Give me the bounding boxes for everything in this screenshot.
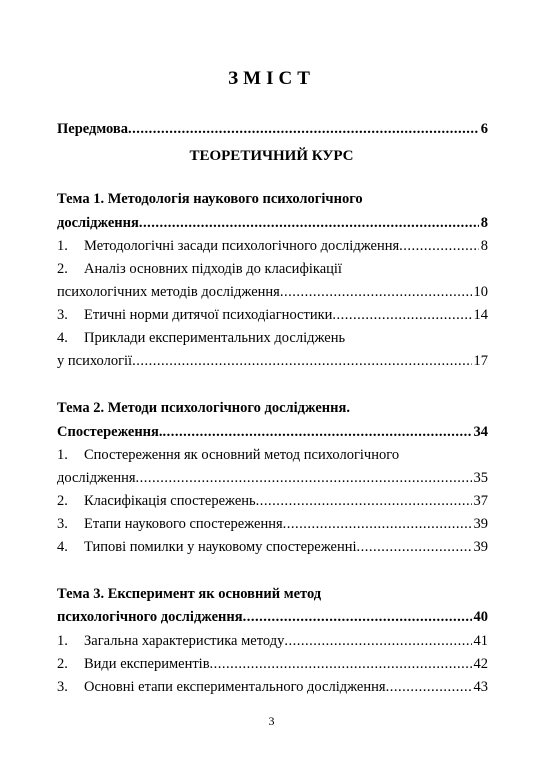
toc-entry-topic2-item4[interactable] bbox=[57, 537, 488, 557]
toc-entry-label: Приклади експериментальних досліджень bbox=[84, 330, 346, 346]
toc-entry-topic2-item3[interactable] bbox=[57, 514, 488, 534]
toc-entry-topic1-item4-cont[interactable] bbox=[57, 351, 488, 371]
toc-entry-label: психологічних методів дослідження bbox=[57, 284, 280, 300]
toc-entry-topic1-item4[interactable] bbox=[57, 328, 488, 348]
toc-entry-label: Передмова bbox=[57, 121, 129, 137]
item-number: 3. bbox=[57, 679, 68, 695]
leader-dots bbox=[357, 537, 472, 557]
toc-page-number: 39 bbox=[473, 539, 488, 555]
toc-entry-label: Спостереження. bbox=[57, 424, 163, 440]
toc-entry-label: у психології bbox=[57, 353, 133, 369]
page-number: 3 bbox=[268, 714, 275, 728]
toc-entry-label: Етичні норми дитячої психодіагностики bbox=[84, 307, 333, 323]
toc-entry-topic2-item2[interactable] bbox=[57, 491, 488, 511]
leader-dots bbox=[256, 491, 472, 511]
leader-dots bbox=[399, 236, 479, 256]
toc-entry-label: Основні етапи експериментального дослідження bbox=[84, 679, 386, 695]
toc-entry-topic1[interactable] bbox=[57, 213, 488, 233]
toc-entry-topic1-item1[interactable] bbox=[57, 236, 488, 256]
item-number: 3. bbox=[57, 307, 68, 323]
leader-dots bbox=[128, 119, 479, 139]
toc-entry-label: психологічного дослідження bbox=[57, 609, 243, 625]
toc-entry-label: Етапи наукового спостереження bbox=[84, 516, 283, 532]
leader-dots bbox=[132, 351, 471, 371]
toc-entry-label: дослідження bbox=[57, 470, 136, 486]
toc-page-number: 39 bbox=[473, 516, 488, 532]
toc-page-number: 6 bbox=[480, 121, 488, 137]
section-heading: ТЕОРЕТИЧНИЙ КУРС bbox=[189, 148, 354, 164]
toc-entry-label: Класифікація спостережень bbox=[84, 493, 256, 509]
toc-entry-topic2[interactable] bbox=[57, 422, 488, 442]
item-number: 3. bbox=[57, 516, 68, 532]
leader-dots bbox=[280, 282, 472, 302]
toc-page-number: 10 bbox=[473, 284, 488, 300]
toc-entry-topic3-item2[interactable] bbox=[57, 654, 488, 674]
leader-dots bbox=[332, 305, 471, 325]
toc-entry-topic2-item1-cont[interactable] bbox=[57, 468, 488, 488]
toc-page-number: 41 bbox=[473, 633, 488, 649]
toc-entry-label: Спостереження як основний метод психологічного bbox=[84, 447, 400, 463]
toc-entry-label: Види експериментів bbox=[84, 656, 210, 672]
toc-page-number: 17 bbox=[473, 353, 488, 369]
topic-heading: Тема 3. Експеримент як основний метод bbox=[57, 586, 322, 602]
toc-entry-label: Аналіз основних підходів до класифікації bbox=[84, 261, 342, 277]
leader-dots bbox=[163, 422, 472, 442]
leader-dots bbox=[283, 514, 472, 534]
toc-page-number: 14 bbox=[473, 307, 488, 323]
toc-page-number: 35 bbox=[473, 470, 488, 486]
item-number: 2. bbox=[57, 261, 68, 277]
toc-page-number: 34 bbox=[473, 424, 488, 440]
toc-entry-preface[interactable] bbox=[57, 119, 488, 139]
toc-entry-topic1-item3[interactable] bbox=[57, 305, 488, 325]
leader-dots bbox=[386, 677, 472, 697]
toc-page-number: 37 bbox=[473, 493, 488, 509]
item-number: 1. bbox=[57, 238, 68, 254]
page-title: ЗМІСТ bbox=[228, 68, 315, 89]
toc-entry-label: Загальна характеристика методу bbox=[84, 633, 285, 649]
toc-page-number: 8 bbox=[480, 238, 488, 254]
leader-dots bbox=[139, 213, 479, 233]
toc-page-number: 8 bbox=[480, 215, 488, 231]
toc-entry-topic1-item2-cont[interactable] bbox=[57, 282, 488, 302]
leader-dots bbox=[136, 468, 472, 488]
leader-dots bbox=[210, 654, 472, 674]
topic-heading: Тема 1. Методологія наукового психологічного bbox=[57, 191, 363, 207]
item-number: 2. bbox=[57, 493, 68, 509]
item-number: 4. bbox=[57, 539, 68, 555]
toc-entry-topic3-item1[interactable] bbox=[57, 631, 488, 651]
toc-entry-topic3-item3[interactable] bbox=[57, 677, 488, 697]
toc-entry-topic2-item1[interactable] bbox=[57, 445, 488, 465]
toc-entry-label: дослідження bbox=[57, 215, 139, 231]
toc-page-number: 42 bbox=[473, 656, 488, 672]
toc-entry-label: Типові помилки у науковому спостереженні bbox=[84, 539, 357, 555]
toc-entry-topic1-item2[interactable] bbox=[57, 259, 488, 279]
item-number: 1. bbox=[57, 447, 68, 463]
topic-heading: Тема 2. Методи психологічного дослідження. bbox=[57, 400, 350, 416]
item-number: 4. bbox=[57, 330, 68, 346]
toc-entry-topic3[interactable] bbox=[57, 607, 488, 627]
leader-dots bbox=[243, 607, 472, 627]
toc-page-number: 43 bbox=[473, 679, 488, 695]
leader-dots bbox=[284, 631, 471, 651]
toc-page-number: 40 bbox=[473, 609, 488, 625]
item-number: 2. bbox=[57, 656, 68, 672]
toc-entry-label: Методологічні засади психологічного дослідження bbox=[84, 238, 400, 254]
item-number: 1. bbox=[57, 633, 68, 649]
